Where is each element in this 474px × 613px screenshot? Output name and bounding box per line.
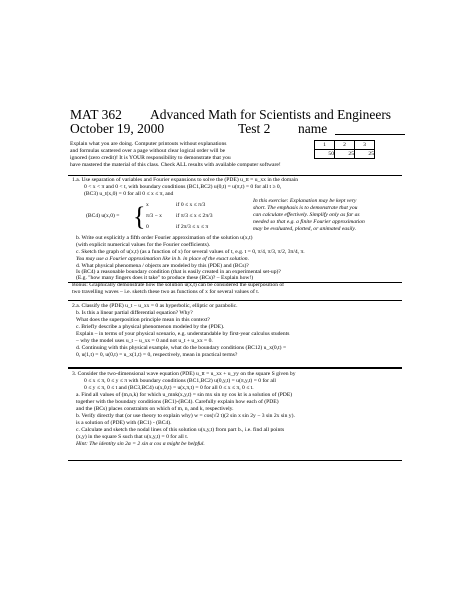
instructions-line: Explain what you are doing. Computer printouts without explanations — [70, 141, 227, 147]
name-underline — [335, 134, 405, 135]
problem-3-line: is a solution of (PDE) with (BC1) - (BC4). — [76, 420, 172, 426]
note-line: needed so that e.g. a finite Fourier approximation — [253, 219, 365, 225]
instructions-line: and formulas scattered over a page without clear logical order will be — [70, 148, 226, 154]
problem-1-item: You may use a Fourier approximation like in b. in place of the exact solution. — [76, 256, 249, 262]
problem-1-line: 1.a. Use separation of variables and Fourier expansions to solve the (PDE) u_tt = u_xx in the domain — [72, 177, 299, 183]
problem-3-line: c. Calculate and sketch the nodal lines of this solution u(x,y,t) from part b., i.e. find all points — [76, 427, 285, 433]
case-condition: if 0 ≤ x ≤ π/3 — [176, 202, 206, 208]
case-value: x — [146, 202, 149, 208]
note-line: can calculate effectively. Simplify only as far as — [253, 212, 360, 218]
problem-2-line: d. Continuing with this physical example, what do the boundary conditions (BC12) u_x(0,t) = — [76, 345, 287, 351]
note-line: may be evaluated, plotted, or animated easily. — [253, 226, 356, 232]
name-label: name — [298, 121, 328, 136]
problem-3-line: a. Find all values of (m,n,k) for which u_mnk(x,y,t) = sin mx sin ny cos kt is a solution of (PDE) — [76, 392, 293, 398]
problem-1-line: (BC3) u_t(x,0) = 0 for all 0 ≤ x ≤ π, and — [84, 191, 174, 197]
problem-2-line: c. Briefly describe a physical phenomenon modeled by the (PDE). — [76, 324, 225, 330]
problem-2-line: – why the model uses u_t − u_xx = 0 and not u_t + u_xx = 0. — [76, 338, 213, 344]
problem-2-line: 0, u(1,t) = 0, u(0,t) = u_x(1,t) = 0, respectively, mean in practical terms? — [76, 352, 238, 358]
problem-1-bonus: Bonus: Graphically demonstrate how the solution u(x,t) can be considered the superposition of — [72, 282, 285, 288]
score-header-1: 1 — [315, 141, 335, 150]
score-header-2: 2 — [335, 141, 355, 150]
score-points-1: 50 — [315, 150, 335, 159]
problem-3-line: (x,y) in the square S such that u(x,y,t) = 0 for all t. — [76, 434, 189, 440]
problem-1-item: d. What physical phenomena / objects are modeled by this (PDE) and (BCs)? — [76, 263, 249, 269]
score-table — [314, 140, 375, 159]
test-number: Test 2 — [238, 121, 271, 136]
score-header-3: 3 — [355, 141, 375, 150]
instructions-line: have mastered the material of this class. Check ALL results with available computer software! — [70, 162, 281, 168]
problem-3-line: 0 ≤ y ≤ π, 0 ≤ t and (BC3,BC4) u(x,0,t) = u(x,π,t) = 0 for all 0 ≤ x ≤ π, 0 ≤ t. — [84, 385, 254, 391]
problem-3-line: and the (BCs) places constraints on which of m, n, and k, respectively. — [76, 406, 234, 412]
bc4-label: (BC4) u(x,0) = — [86, 213, 120, 219]
score-points-2: 25 — [335, 150, 355, 159]
case-condition: if π/3 ≤ x ≤ 2π/3 — [176, 213, 213, 219]
course-code: MAT 362 — [70, 107, 122, 122]
problem-2-line: Explain – in terms of your physical scenario, e.g. understandable by first-year calculus students — [76, 331, 290, 337]
cases-brace: { — [133, 202, 146, 231]
problem-3-line: 3. Consider the two-dimensional wave equation (PDE) u_tt = u_xx + u_yy on the square S given by — [72, 371, 296, 377]
case-value: 0 — [146, 224, 149, 230]
case-value: π/3 − x — [146, 213, 162, 219]
problem-2-line: b. Is this a linear partial differential equation? Why? — [76, 310, 193, 316]
problem-1-item: b. Write out explicitly a fifth order Fourier approximation of the solution u(x,t) — [76, 235, 253, 241]
problem-1-line: 0 < x < π and 0 < t, with boundary conditions (BC1,BC2) u(0,t) = u(π,t) = 0 for all t ≥ 0, — [84, 184, 282, 190]
problem-3-hint: Hint: The identity sin 2α = 2 sin α cos α might be helpful. — [76, 441, 205, 447]
problem-3-line: b. Verify directly that (or use theory to explain why) w = cos(√2 t)(2 sin x sin 2y − 3 sin 2x sin y). — [76, 413, 295, 419]
problem-1-item: (E.g. "how many fingers does it take" to produce these (BCs)? – Explain how!) — [76, 275, 254, 281]
problem-1-item: c. Sketch the graph of u(x,t) (as a function of x) for several values of t, e.g. t = 0, π/4, π/3, π/2, 3π/4, π. — [76, 249, 305, 255]
exam-date: October 19, 2000 — [70, 121, 165, 136]
problem-2-line: What does the superposition principle mean in this context? — [76, 317, 210, 323]
score-points-3: 25 — [355, 150, 375, 159]
problem-1-item: Is (BC4) a reasonable boundary condition (that is easily created in an experimental set-up)? — [76, 269, 281, 275]
case-condition: if 2π/3 ≤ x ≤ π — [176, 224, 209, 230]
problem-3-line: together with the boundary conditions (BC1)-(BC4). Carefully explain how each of (PDE) — [76, 399, 279, 405]
course-title: Advanced Math for Scientists and Engineers — [150, 107, 392, 122]
problem-1-item: (with explicit numerical values for the Fourier coefficients). — [76, 242, 211, 248]
problem-2-line: 2.a. Classify the (PDE) u_t − u_xx = 0 as hyperbolic, elliptic or parabolic. — [72, 303, 238, 309]
note-line: In this exercise: Explanation may be kept very — [253, 198, 357, 204]
problem-1-bonus: two travelling waves – i.e. sketch these two as functions of x for several values of t. — [72, 289, 260, 295]
instructions-line: ignored (zero credit)! It is YOUR responsibility to demonstrate that you — [70, 155, 231, 161]
problem-3-line: 0 ≤ x ≤ π, 0 ≤ y ≤ π with boundary conditions (BC1,BC2) u(0,y,t) = u(π,y,t) = 0 for all — [84, 378, 276, 384]
note-line: short. The emphasis is to demonstrate that you — [253, 205, 358, 211]
